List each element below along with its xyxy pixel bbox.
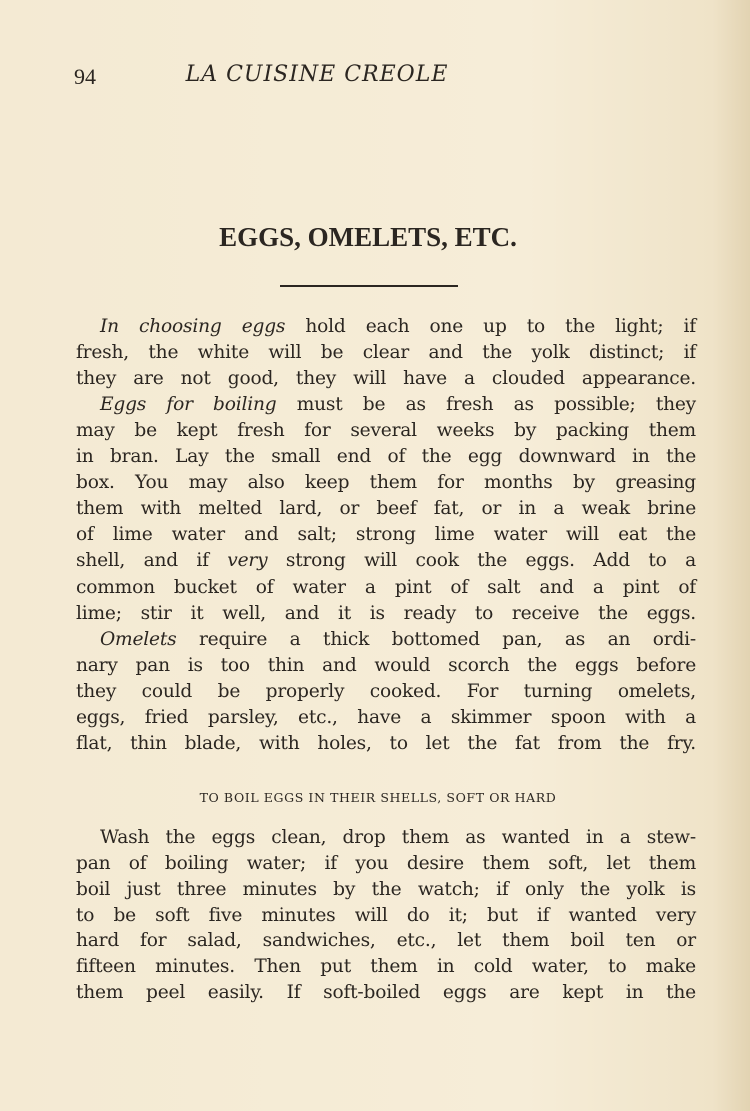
text-run: flat, thin blade, with holes, to let the fat from the fry. xyxy=(76,732,696,754)
text-run: they could be properly cooked. For turning omelets, xyxy=(76,680,696,702)
text-line xyxy=(100,825,696,851)
text-line xyxy=(76,444,696,470)
text-run: nary pan is too thin and would scorch the eggs before xyxy=(76,654,696,676)
text-line xyxy=(76,731,696,757)
italic-phrase: very xyxy=(227,550,268,572)
text-line xyxy=(76,653,696,679)
text-run: to be soft five minutes will do it; but if wanted very xyxy=(76,904,696,926)
text-line xyxy=(76,522,696,548)
text-run: must be as fresh as possible; they xyxy=(276,394,696,416)
text-line xyxy=(76,877,696,903)
text-line xyxy=(76,903,696,929)
section-heading: TO BOIL EGGS IN THEIR SHELLS, SOFT OR HARD xyxy=(199,790,557,805)
text-line xyxy=(76,575,696,601)
text-line xyxy=(76,340,696,366)
text-line xyxy=(100,627,696,653)
text-run: require a thick bottomed pan, as an ordi- xyxy=(176,628,696,650)
text-run: them with melted lard, or beef fat, or in a weak brine xyxy=(76,498,696,520)
text-line xyxy=(76,851,696,877)
text-run: fifteen minutes. Then put them in cold water, to make xyxy=(76,956,696,978)
title-rule-divider xyxy=(280,285,458,287)
chapter-title: EGGS, OMELETS, ETC. xyxy=(219,222,517,252)
text-run: may be kept fresh for several weeks by packing them xyxy=(76,420,696,442)
text-line xyxy=(100,314,696,340)
text-line xyxy=(76,679,696,705)
text-run: shell, and if xyxy=(76,550,228,572)
text-run: in bran. Lay the small end of the egg downward in the xyxy=(76,446,696,468)
text-run: box. You may also keep them for months by greasing xyxy=(76,472,696,494)
italic-phrase: Eggs for boiling xyxy=(100,394,277,416)
text-run: Wash the eggs clean, drop them as wanted in a stew- xyxy=(100,827,696,848)
text-run: they are not good, they will have a clouded appearance. xyxy=(76,368,696,390)
italic-phrase: Omelets xyxy=(100,628,177,650)
text-run: them peel easily. If soft-boiled eggs are kept in the xyxy=(76,982,696,1004)
text-line xyxy=(76,470,696,496)
text-run: eggs, fried parsley, etc., have a skimmer spoon with a xyxy=(76,706,696,728)
text-run: fresh, the white will be clear and the yolk distinct; if xyxy=(76,342,696,364)
text-run: strong will cook the eggs. Add to a xyxy=(267,550,696,572)
text-line xyxy=(76,418,696,444)
page-number: 94 xyxy=(74,64,96,89)
text-line xyxy=(100,392,696,418)
text-line xyxy=(76,980,696,1006)
text-run: pan of boiling water; if you desire them soft, let them xyxy=(76,852,696,874)
text-line xyxy=(76,928,696,954)
text-run: lime; stir it well, and it is ready to receive the eggs. xyxy=(76,602,696,624)
text-line xyxy=(76,705,696,731)
text-line xyxy=(76,601,696,627)
text-run: hold each one up to the light; if xyxy=(285,316,696,337)
text-line xyxy=(76,548,696,574)
text-line xyxy=(76,496,696,522)
text-run: of lime water and salt; strong lime water will eat the xyxy=(76,524,696,546)
text-run: hard for salad, sandwiches, etc., let them boil ten or xyxy=(76,930,696,952)
text-line xyxy=(76,366,696,392)
text-run: boil just three minutes by the watch; if only the yolk is xyxy=(76,878,696,900)
text-run: common bucket of water a pint of salt and a pint of xyxy=(76,576,696,598)
italic-phrase: In choosing eggs xyxy=(100,316,286,337)
text-line xyxy=(76,954,696,980)
running-title: LA CUISINE CREOLE xyxy=(185,62,449,87)
